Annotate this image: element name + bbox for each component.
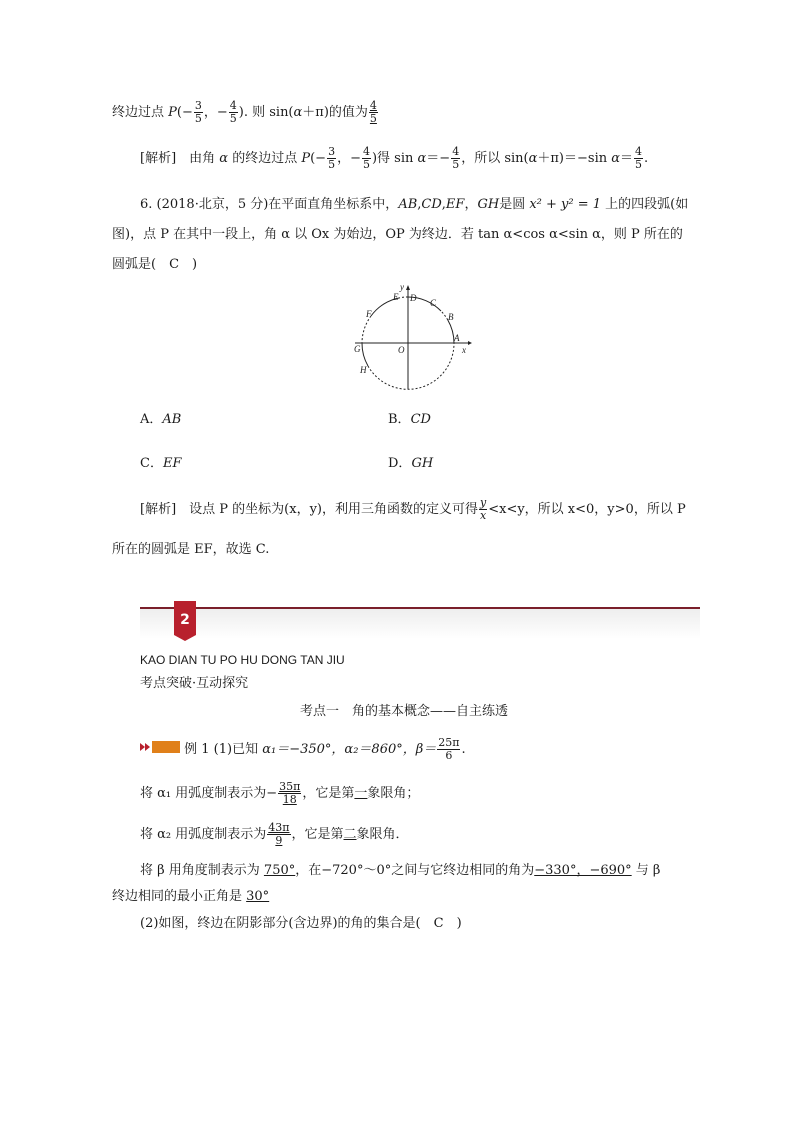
x-axis-arrow bbox=[468, 341, 472, 345]
label-b: B bbox=[448, 312, 454, 322]
arc-ef: EF bbox=[445, 197, 465, 212]
example-line-3: 将 α₂ 用弧度制表示为 $\frac{43\pi}{9}$ ，它是第二象限角． bbox=[140, 821, 409, 847]
analysis-2-line-2: 所在的圆弧是 EF，故选 C. bbox=[112, 542, 270, 557]
example-line-2: 将 α₁ 用弧度制表示为− $\frac{35\pi}{18}$ ，它是第一象限角； bbox=[140, 780, 420, 806]
arc-dashed-2 bbox=[400, 297, 408, 298]
example-part-2: (2)如图，终边在阴影部分(含边界)的角的集合是( C ) bbox=[140, 916, 462, 931]
analysis-2-line-1: [解析] 设点 P 的坐标为(x，y)，利用三角函数的定义可得 $\frac{y}{x}$ <x<y，所以 x<0，y>0，所以 P bbox=[140, 496, 686, 522]
section-shade bbox=[140, 609, 700, 639]
unit-circle-figure bbox=[350, 283, 475, 393]
arc-ab: AB bbox=[398, 197, 418, 212]
q6-line-3: 圆弧是( C ) bbox=[112, 257, 198, 272]
analysis-tag: [解析] bbox=[140, 151, 177, 166]
section-divider bbox=[140, 607, 700, 609]
analysis-1: [解析] 由角 α 的终边过点 P(− $\frac{3}{5}$ ，− $\frac{4}{5}$ )得 sin α＝− $\frac{4}{5}$ ，所以 sin(α＋π)＝−sin α＝ $\frac{4}{5}$ . bbox=[140, 145, 649, 171]
option-d[interactable]: D．GH bbox=[388, 456, 434, 471]
label-h: H bbox=[360, 365, 367, 375]
section-pinyin: KAO DIAN TU PO HU DONG TAN JIU bbox=[140, 653, 345, 667]
section-number-badge: 2 bbox=[174, 601, 196, 635]
arc-gh-path bbox=[362, 343, 368, 366]
fraction: $\frac{3}{5}$ bbox=[194, 99, 202, 125]
label-o: O bbox=[398, 345, 405, 355]
arc-dashed-4 bbox=[368, 343, 454, 389]
arc-dashed-3 bbox=[362, 316, 371, 343]
example-1: 例 1 (1)已知 α₁＝−350°，α₂＝860°，β＝ $\frac{25\pi}{6}$ . bbox=[140, 737, 466, 762]
label-a: A bbox=[454, 333, 460, 343]
example-line-5: 终边相同的最小正角是 30° bbox=[112, 889, 270, 904]
option-b[interactable]: B．CD bbox=[388, 412, 431, 427]
label-c: C bbox=[430, 298, 437, 308]
option-a[interactable]: A．AB bbox=[140, 412, 182, 427]
y-axis-arrow bbox=[406, 285, 410, 290]
label-x: x bbox=[462, 345, 466, 355]
label-f: F bbox=[366, 309, 372, 319]
answer-fraction: $\frac{4}{5}$ bbox=[369, 99, 377, 125]
question-tail: 终边过点 P(− $\frac{3}{5}$ ，− $\frac{4}{5}$ ). 则 sin(α＋π)的值为 $\frac{4}{5}$ bbox=[112, 99, 377, 125]
section-title: 考点突破·互动探究 bbox=[140, 676, 249, 691]
fraction: $\frac{4}{5}$ bbox=[229, 99, 237, 125]
arc-dashed-1 bbox=[441, 311, 448, 320]
label-e: E bbox=[393, 292, 399, 302]
section-subtitle: 考点一 角的基本概念——自主练透 bbox=[300, 704, 509, 719]
arc-gh: GH bbox=[477, 197, 500, 212]
example-marker-icon bbox=[140, 740, 180, 760]
label-g: G bbox=[354, 344, 361, 354]
label-d: D bbox=[410, 293, 417, 303]
q6-line-1: 6. (2018·北京，5 分)在平面直角坐标系中，AB,CD,EF，GH是圆 x² + y² = 1 上的四段弧(如 bbox=[140, 197, 689, 212]
answer-fraction: $\frac{35\pi}{18}$ bbox=[279, 780, 301, 806]
option-c[interactable]: C．EF bbox=[140, 456, 182, 471]
example-line-4: 将 β 用角度制表示为 750°，在−720°～0°之间与它终边相同的角为−330°，−690° 与 β bbox=[140, 863, 661, 878]
label-y: y bbox=[400, 283, 404, 292]
answer-fraction: $\frac{43\pi}{9}$ bbox=[268, 821, 290, 847]
q6-line-2: 图)，点 P 在其中一段上，角 α 以 Ox 为始边，OP 为终边．若 tan α<cos α<sin α，则 P 所在的 bbox=[112, 227, 683, 242]
analysis-tag: [解析] bbox=[140, 502, 177, 517]
arc-cd: CD bbox=[421, 197, 442, 212]
